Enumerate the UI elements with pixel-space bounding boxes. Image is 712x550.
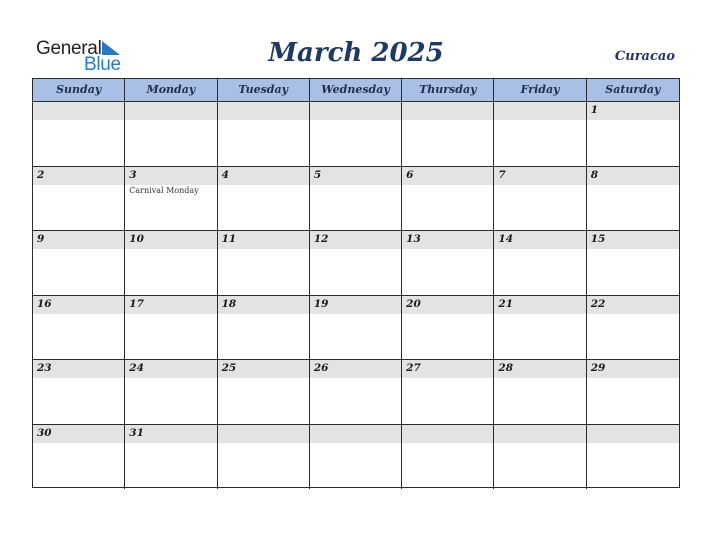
day-cell: [494, 231, 586, 295]
day-number: 29: [590, 362, 606, 374]
day-number: 7: [498, 168, 506, 181]
day-number: 2: [37, 168, 45, 181]
day-cell: [125, 360, 217, 424]
day-cell: [33, 425, 125, 490]
day-cell: [310, 231, 402, 295]
calendar-week-row: [33, 425, 679, 490]
day-cell: [33, 360, 125, 424]
day-number: 1: [590, 104, 599, 116]
day-number: 23: [37, 362, 52, 374]
day-cell: [310, 296, 402, 360]
day-number-bar: [494, 167, 585, 185]
weekday-header-row: [33, 79, 679, 102]
day-number: 26: [313, 362, 329, 374]
day-cell: [494, 360, 586, 424]
day-number: 4: [221, 168, 229, 181]
calendar-weeks: [33, 102, 679, 489]
day-number: 6: [406, 168, 414, 181]
day-number-bar: [218, 102, 309, 120]
day-number-bar: [125, 167, 216, 185]
day-cell: [587, 425, 679, 490]
day-number-bar: [218, 425, 309, 443]
day-cell: [33, 102, 125, 166]
day-number: 30: [37, 426, 52, 439]
day-cell: [587, 102, 679, 166]
day-cell: [587, 167, 679, 231]
day-number: 24: [129, 362, 144, 374]
calendar-week-row: [33, 360, 679, 425]
day-cell: [125, 231, 217, 295]
day-cell: [218, 102, 310, 166]
day-cell: [310, 425, 402, 490]
day-number-bar: [125, 102, 216, 120]
calendar-title: March 2025: [268, 38, 444, 68]
day-number: 17: [129, 297, 144, 310]
day-number: 15: [590, 233, 606, 245]
day-number: 12: [313, 233, 329, 245]
day-cell: [587, 360, 679, 424]
day-cell: [33, 296, 125, 360]
day-cell: [218, 231, 310, 295]
day-number: 11: [221, 233, 237, 245]
day-cell: [125, 167, 217, 231]
day-number-bar: [402, 167, 493, 185]
calendar-week-row: [33, 231, 679, 296]
day-number: 27: [406, 362, 421, 374]
day-number-bar: [310, 425, 401, 443]
day-number: 8: [590, 168, 599, 181]
day-cell: [402, 167, 494, 231]
day-number: 28: [498, 362, 514, 374]
day-cell: [310, 102, 402, 166]
day-cell: [494, 167, 586, 231]
day-number-bar: [494, 425, 585, 443]
logo-text-blue: Blue: [84, 54, 121, 75]
day-number: 19: [313, 297, 329, 310]
day-cell: [402, 425, 494, 490]
day-number: 9: [37, 233, 45, 245]
day-number: 31: [129, 426, 144, 439]
day-number: 3: [129, 168, 137, 181]
day-cell: [125, 102, 217, 166]
day-number-bar: [494, 102, 585, 120]
day-number: 14: [498, 233, 514, 245]
weekday-header: Wednesday: [310, 79, 402, 101]
day-cell: [218, 167, 310, 231]
day-number-bar: [33, 231, 124, 249]
day-cell: [310, 167, 402, 231]
day-number: 18: [221, 297, 237, 310]
day-cell: [125, 425, 217, 490]
day-number-bar: [587, 102, 679, 120]
day-cell: [494, 425, 586, 490]
weekday-header: Tuesday: [218, 79, 310, 101]
day-number: 25: [221, 362, 237, 374]
day-number: 13: [406, 233, 421, 245]
day-cell: [402, 360, 494, 424]
calendar-week-row: [33, 102, 679, 167]
weekday-header: Friday: [494, 79, 586, 101]
calendar-week-row: [33, 296, 679, 361]
day-cell: [33, 231, 125, 295]
day-number-bar: [402, 102, 493, 120]
day-cell: [218, 296, 310, 360]
day-cell: [218, 360, 310, 424]
calendar-week-row: [33, 167, 679, 232]
day-number: 20: [406, 297, 421, 310]
logo-text-general: General: [36, 38, 102, 59]
day-cell: [125, 296, 217, 360]
day-number: 10: [129, 233, 144, 245]
day-cell: [402, 231, 494, 295]
day-cell: [402, 296, 494, 360]
day-number: 21: [498, 297, 514, 310]
day-number-bar: [402, 425, 493, 443]
country-label: Curacao: [614, 49, 675, 64]
day-number-bar: [310, 102, 401, 120]
weekday-header: Monday: [125, 79, 217, 101]
day-cell: [33, 167, 125, 231]
day-cell: [587, 231, 679, 295]
weekday-header: Saturday: [605, 83, 661, 96]
day-number: 5: [313, 168, 322, 181]
weekday-header: Thursday: [402, 79, 494, 101]
day-number-bar: [587, 167, 679, 185]
day-number: 16: [37, 297, 52, 310]
day-number-bar: [310, 167, 401, 185]
day-cell: [310, 360, 402, 424]
weekday-header: Sunday: [33, 79, 125, 101]
day-cell: [587, 296, 679, 360]
day-cell: [218, 425, 310, 490]
holiday-label: Carnival Monday: [129, 185, 199, 195]
day-cell: [402, 102, 494, 166]
day-number-bar: [33, 167, 124, 185]
day-number-bar: [218, 167, 309, 185]
day-number-bar: [587, 425, 679, 443]
calendar-grid: [32, 78, 680, 488]
day-number: 22: [590, 297, 606, 310]
day-cell: [494, 296, 586, 360]
day-cell: [494, 102, 586, 166]
day-number-bar: [33, 102, 124, 120]
